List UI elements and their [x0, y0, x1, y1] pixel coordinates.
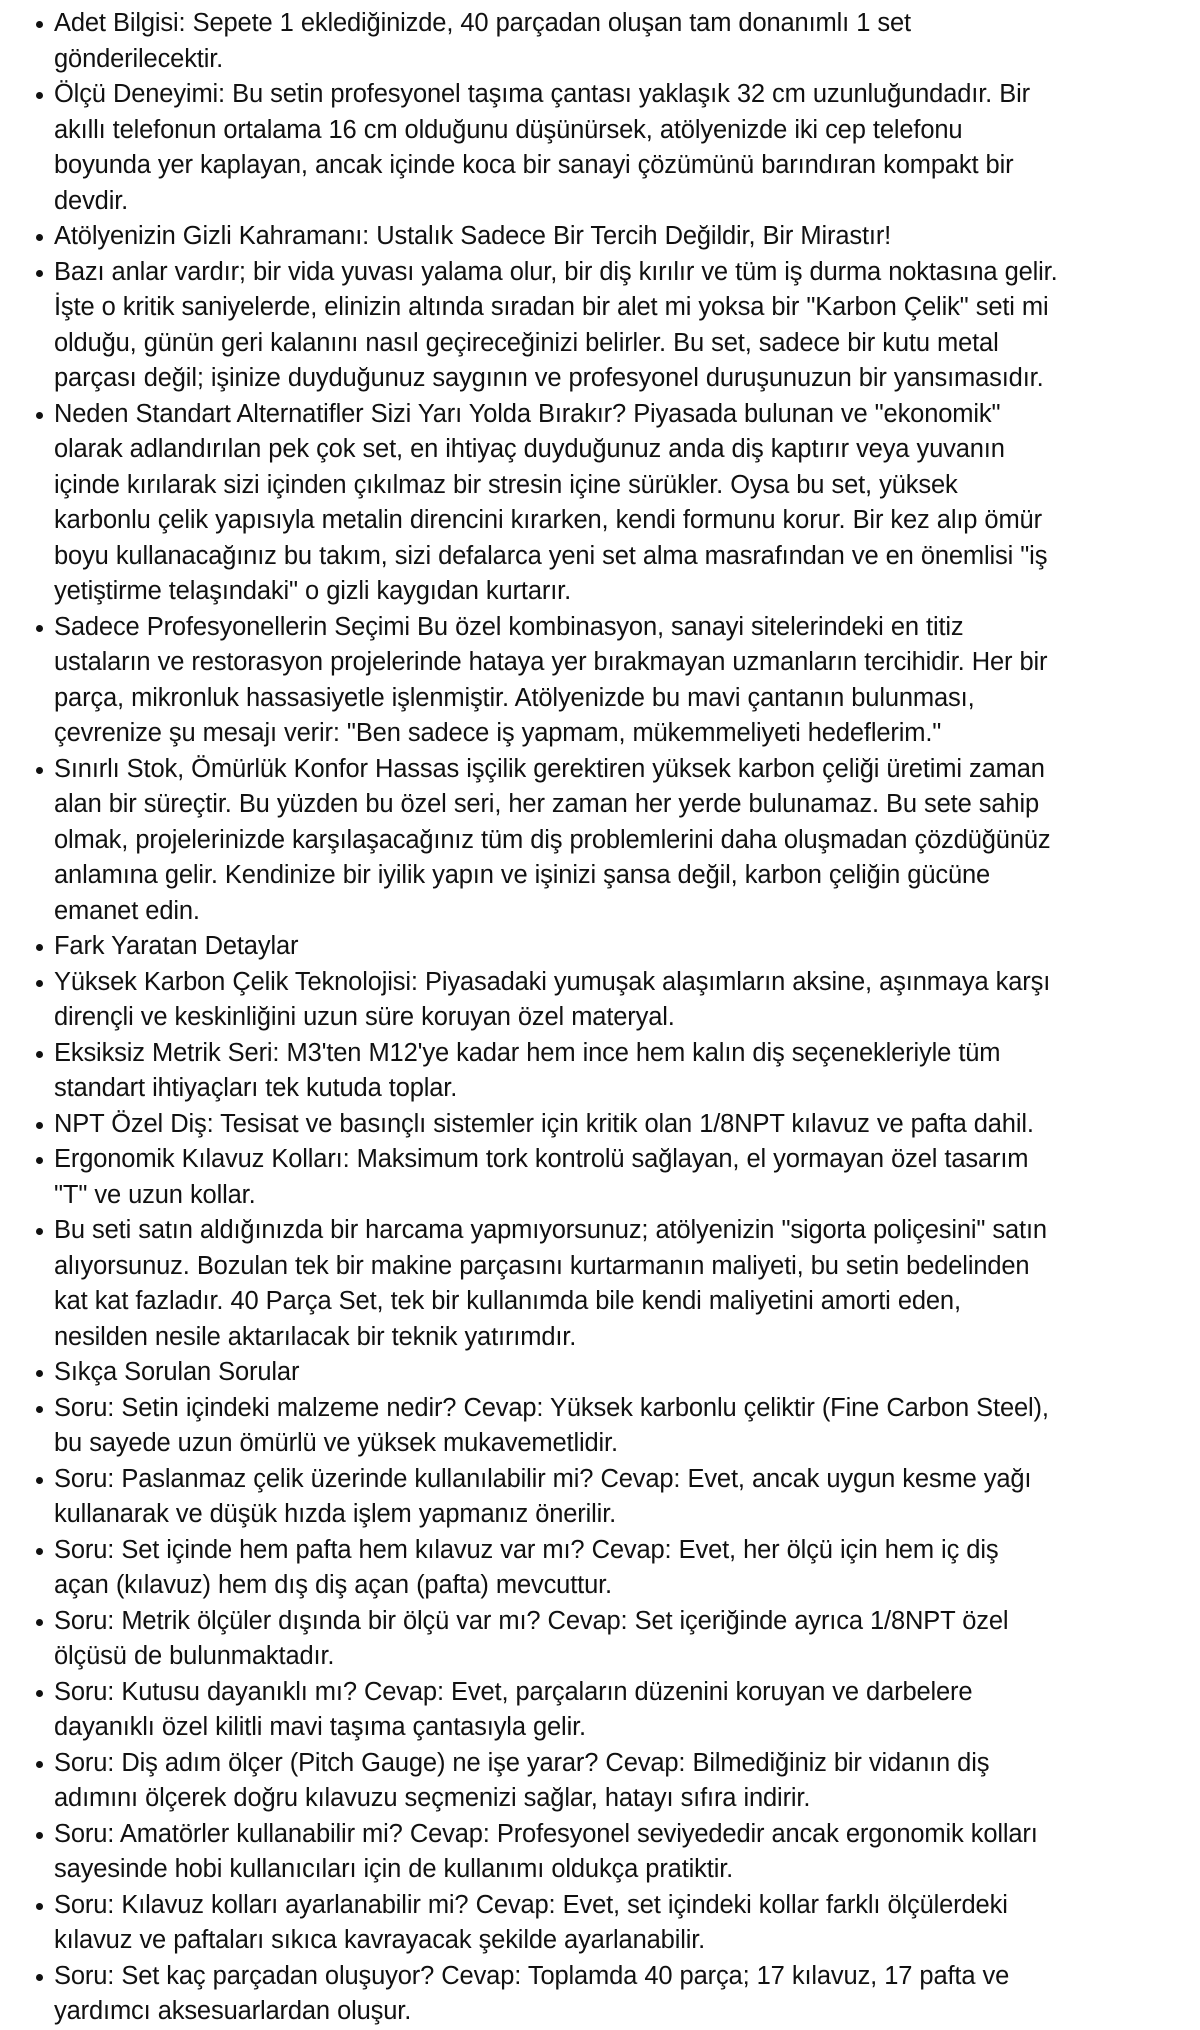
list-item — [16, 6, 1060, 77]
list-item-text: Soru: Kutusu dayanıklı mı? Cevap: Evet, parçaların düzenini koruyan ve darbelere dayanıklı özel kilitli mavi taşıma çantasıyla gelir. — [54, 1677, 973, 1741]
list-item — [16, 255, 1060, 397]
list-item — [16, 1959, 1060, 2030]
list-item-text: Bazı anlar vardır; bir vida yuvası yalama olur, bir diş kırılır ve tüm iş durma noktasına gelir. İşte o kritik saniyelerde, elinizin altında sıradan bir alet mi yoksa bir "Karbon Çelik" seti mi olduğu, günün geri kalanını nasıl geçireceğinizi belirler. Bu set, sadece bir kutu metal parçası değil; işinize duyduğunuz saygının ve profesyonel duruşunuzun bir yansımasıdır. — [54, 257, 1058, 392]
list-item-text: Soru: Set içinde hem pafta hem kılavuz var mı? Cevap: Evet, her ölçü için hem iç diş açan (kılavuz) hem dış diş açan (pafta) mevcuttur. — [54, 1535, 999, 1599]
list-item — [16, 1462, 1060, 1533]
list-item — [16, 1391, 1060, 1462]
list-item — [16, 1746, 1060, 1817]
list-item — [16, 1036, 1060, 1107]
list-item — [16, 1213, 1060, 1355]
list-item-text: Sıkça Sorulan Sorular — [54, 1358, 300, 1386]
list-item-text: Ölçü Deneyimi: Bu setin profesyonel taşıma çantası yaklaşık 32 cm uzunluğundadır. Bir akıllı telefonun ortalama 16 cm olduğunu düşünürsek, atölyenizde iki cep telefonu boyunda yer kaplayan, ancak içinde koca bir sanayi çözümünü barındıran kompakt bir devdir. — [54, 80, 1030, 215]
list-item — [16, 1142, 1060, 1213]
list-item-text: Ergonomik Kılavuz Kolları: Maksimum tork kontrolü sağlayan, el yormayan özel tasarım "T" ve uzun kollar. — [54, 1145, 1029, 1209]
list-item-text: Bu seti satın aldığınızda bir harcama yapmıyorsunuz; atölyenizin "sigorta poliçesini" satın alıyorsunuz. Bozulan tek bir makine parçasını kurtarmanın maliyeti, bu setin bedelinden kat kat fazladır. 40 Parça Set, tek bir kullanımda bile kendi maliyetini amorti eden, nesilden nesile aktarılacak bir teknik yatırımdır. — [54, 1216, 1047, 1351]
list-item — [16, 397, 1060, 610]
list-item — [16, 1533, 1060, 1604]
list-item — [16, 752, 1060, 930]
list-item-text: Adet Bilgisi: Sepete 1 eklediğinizde, 40 parçadan oluşan tam donanımlı 1 set gönderilecektir. — [54, 9, 911, 73]
list-item-text: Sadece Profesyonellerin Seçimi Bu özel kombinasyon, sanayi sitelerindeki en titiz ustaların ve restorasyon projelerinde hataya yer bırakmayan uzmanların tercihidir. Her bir parça, mikronluk hassasiyetle işlenmiştir. Atölyenizde bu mavi çantanın bulunması, çevrenize şu mesajı verir: "Ben sadece iş yapmam, mükemmeliyeti hedeflerim." — [54, 612, 1048, 747]
list-item-text: NPT Özel Diş: Tesisat ve basınçlı sistemler için kritik olan 1/8NPT kılavuz ve pafta dahil. — [54, 1109, 1034, 1138]
list-item-text: Soru: Set kaç parçadan oluşuyor? Cevap: Toplamda 40 parça; 17 kılavuz, 17 pafta ve yardımcı aksesuarlardan oluşur. — [54, 1961, 1010, 2025]
list-item-text: Soru: Diş adım ölçer (Pitch Gauge) ne işe yarar? Cevap: Bilmediğiniz bir vidanın diş adımını ölçerek doğru kılavuzu seçmenizi sağlar, hatayı sıfıra indirir. — [54, 1748, 990, 1812]
list-item — [16, 965, 1060, 1036]
list-item — [16, 929, 1060, 965]
list-item-text: Soru: Paslanmaz çelik üzerinde kullanılabilir mi? Cevap: Evet, ancak uygun kesme yağı kullanarak ve düşük hızda işlem yapmanız önerilir. — [54, 1464, 1032, 1528]
list-item — [16, 610, 1060, 752]
list-item-text: Atölyenizin Gizli Kahramanı: Ustalık Sadece Bir Tercih Değildir, Bir Mirastır! — [54, 222, 892, 250]
list-item-text: Eksiksiz Metrik Seri: M3'ten M12'ye kadar hem ince hem kalın diş seçenekleriyle tüm standart ihtiyaçları tek kutuda toplar. — [54, 1038, 1001, 1102]
list-item — [16, 1355, 1060, 1391]
list-item — [16, 219, 1060, 255]
list-item-text: Soru: Kılavuz kolları ayarlanabilir mi? Cevap: Evet, set içindeki kollar farklı ölçülerdeki kılavuz ve paftaları sıkıca kavrayacak şekilde ayarlanabilir. — [54, 1890, 1008, 1954]
list-item — [16, 1107, 1060, 1143]
list-item-text: Soru: Metrik ölçüler dışında bir ölçü var mı? Cevap: Set içeriğinde ayrıca 1/8NPT özel ölçüsü de bulunmaktadır. — [54, 1606, 1009, 1670]
list-item-text: Neden Standart Alternatifler Sizi Yarı Yolda Bırakır? Piyasada bulunan ve "ekonomik" olarak adlandırılan pek çok set, en ihtiyaç duyduğunuz anda diş kaptırır veya yuvanın içinde kırılarak sizi içinden çıkılmaz bir stresin içine sürükler. Oysa bu set, yüksek karbonlu çelik yapısıyla metalin direncini kırarken, kendi formunu korur. Bir kez alıp ömür boyu kullanacağınız bu takım, sizi defalarca yeni set alma masrafından ve en önemlisi "iş yetiştirme telaşındaki" o gizli kaygıdan kurtarır. — [54, 399, 1048, 605]
list-item-text: Fark Yaratan Detaylar — [54, 932, 299, 960]
list-item — [16, 1817, 1060, 1888]
list-item — [16, 1604, 1060, 1675]
list-item — [16, 1675, 1060, 1746]
product-description-bullet-list — [16, 6, 1060, 2030]
list-item-text: Soru: Amatörler kullanabilir mi? Cevap: Profesyonel seviyededir ancak ergonomik kolları sayesinde hobi kullanıcıları için de kullanımı oldukça pratiktir. — [54, 1819, 1038, 1883]
list-item-text: Sınırlı Stok, Ömürlük Konfor Hassas işçilik gerektiren yüksek karbon çeliği üretimi zaman alan bir süreçtir. Bu yüzden bu özel seri, her zaman her yerde bulunamaz. Bu sete sahip olmak, projelerinizde karşılaşacağınız tüm diş problemlerini daha oluşmadan çözdüğünüz anlamına gelir. Kendinize bir iyilik yapın ve işinizi şansa değil, karbon çeliğin gücüne emanet edin. — [54, 754, 1051, 925]
list-item-text: Soru: Setin içindeki malzeme nedir? Cevap: Yüksek karbonlu çeliktir (Fine Carbon Steel), bu sayede uzun ömürlü ve yüksek mukavemetlidir. — [54, 1393, 1049, 1457]
list-item — [16, 1888, 1060, 1959]
list-item — [16, 77, 1060, 219]
list-item-text: Yüksek Karbon Çelik Teknolojisi: Piyasadaki yumuşak alaşımların aksine, aşınmaya karşı dirençli ve keskinliğini uzun süre koruyan özel materyal. — [54, 967, 1051, 1031]
